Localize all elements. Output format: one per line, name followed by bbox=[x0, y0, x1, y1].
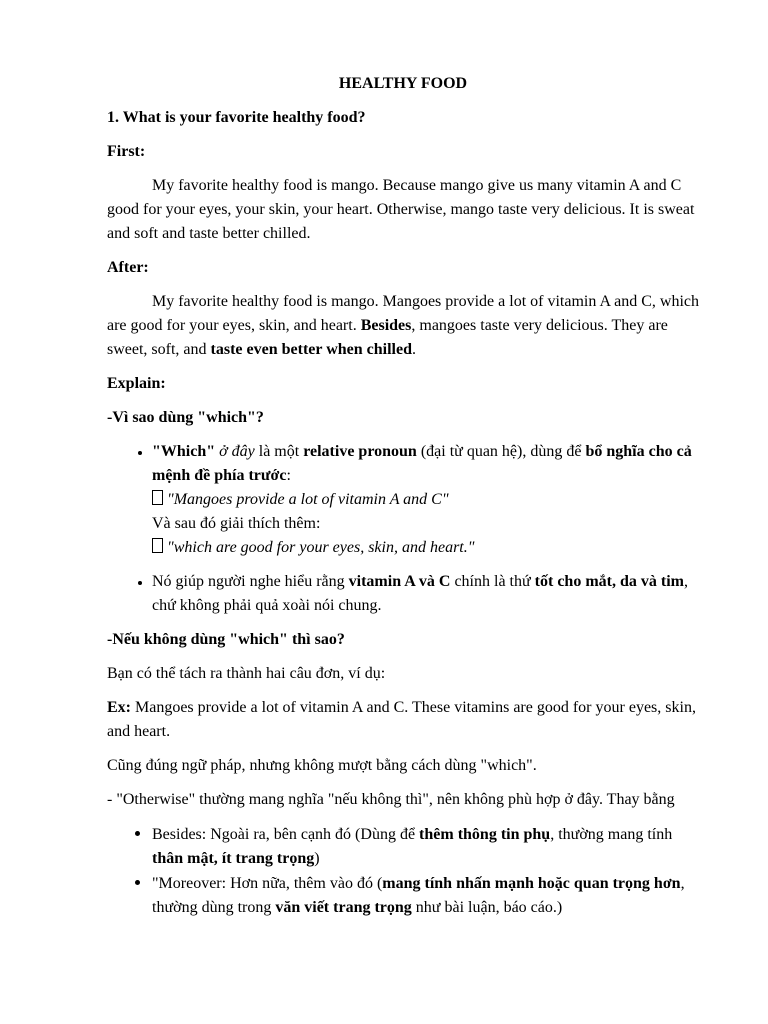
no-which-heading: -Nếu không dùng "which" thì sao? bbox=[107, 631, 345, 648]
text: là một bbox=[254, 443, 304, 460]
text: (đại từ quan hệ), dùng để bbox=[416, 443, 586, 460]
correct-text: Cũng đúng ngữ pháp, nhưng không mượt bằng cách dùng "which". bbox=[107, 757, 537, 774]
which-heading: -Vì sao dùng "which"? bbox=[107, 409, 264, 426]
ex-text: Mangoes provide a lot of vitamin A and C. These vitamins are good for your eyes, skin, and heart. bbox=[107, 699, 696, 740]
arrow-glyph-icon bbox=[152, 490, 163, 505]
example-2: "which are good for your eyes, skin, and heart." bbox=[167, 539, 475, 556]
bold-good-for: tốt cho mắt, da và tim bbox=[534, 573, 684, 590]
document-title: HEALTHY FOOD bbox=[338, 75, 468, 92]
list-item bbox=[152, 440, 699, 560]
text: Và sau đó giải thích thêm: bbox=[152, 515, 321, 532]
text: , chứ không phải quả xoài nói chung. bbox=[152, 573, 688, 614]
text: Besides: Ngoài ra, bên cạnh đó (Dùng để bbox=[152, 826, 420, 843]
document-page bbox=[107, 72, 699, 930]
bold-modify-clause: bổ nghĩa cho cả mệnh đề phía trước bbox=[152, 443, 692, 484]
bold-relative-pronoun: relative pronoun bbox=[303, 443, 417, 460]
after-text-3: . bbox=[411, 341, 416, 358]
text: chính là thứ bbox=[450, 573, 535, 590]
text: : bbox=[286, 467, 291, 484]
example-paragraph bbox=[107, 696, 699, 744]
text: Nó giúp người nghe hiểu rằng bbox=[152, 573, 349, 590]
otherwise-text: - "Otherwise" thường mang nghĩa "nếu không thì", nên không phù hợp ở đây. Thay bằng bbox=[107, 791, 675, 808]
alternatives-list bbox=[107, 822, 699, 920]
bold-text: mang tính nhấn mạnh hoặc quan trọng hơn bbox=[382, 875, 681, 892]
after-text-1: My favorite healthy food is mango. Mangoes provide a lot of vitamin A and C, which are good for your eyes, skin, and heart. bbox=[107, 293, 700, 334]
after-text-2: , mangoes taste very delicious. They are sweet, soft, and bbox=[107, 317, 668, 358]
text: , thường dùng trong bbox=[152, 875, 685, 916]
example-1: "Mangoes provide a lot of vitamin A and C" bbox=[167, 491, 449, 508]
list-item bbox=[152, 871, 699, 920]
question-heading: 1. What is your favorite healthy food? bbox=[107, 109, 366, 126]
bold-vitamins: vitamin A và C bbox=[348, 573, 451, 590]
explain-label: Explain: bbox=[107, 375, 166, 392]
bold-text: thêm thông tin phụ bbox=[419, 826, 551, 843]
list-item bbox=[152, 570, 699, 618]
text: , thường mang tính bbox=[550, 826, 673, 843]
first-paragraph: My favorite healthy food is mango. Because mango give us many vitamin A and C good for your eyes, your skin, your heart. Otherwise, mango taste very delicious. It is sweat and soft and taste better chilled. bbox=[107, 177, 695, 242]
text: "Moreover: Hơn nữa, thêm vào đó ( bbox=[152, 875, 383, 892]
text: ) bbox=[314, 850, 320, 867]
list-item bbox=[152, 822, 699, 871]
italic-text: ở đây bbox=[215, 443, 255, 460]
after-paragraph bbox=[107, 290, 699, 362]
bold-text: thân mật, ít trang trọng bbox=[152, 850, 315, 867]
split-text: Bạn có thể tách ra thành hai câu đơn, ví dụ: bbox=[107, 665, 386, 682]
after-bold-chilled: taste even better when chilled bbox=[210, 341, 412, 358]
which-bullet-list bbox=[107, 440, 699, 618]
bold-text: văn viết trang trọng bbox=[275, 899, 412, 916]
text: như bài luận, báo cáo.) bbox=[411, 899, 563, 916]
ex-label: Ex: bbox=[107, 699, 131, 716]
arrow-glyph-icon bbox=[152, 538, 163, 553]
after-bold-besides: Besides bbox=[360, 317, 412, 334]
after-label: After: bbox=[107, 259, 149, 276]
bold-which: "Which" bbox=[152, 443, 216, 460]
first-label: First: bbox=[107, 143, 146, 160]
